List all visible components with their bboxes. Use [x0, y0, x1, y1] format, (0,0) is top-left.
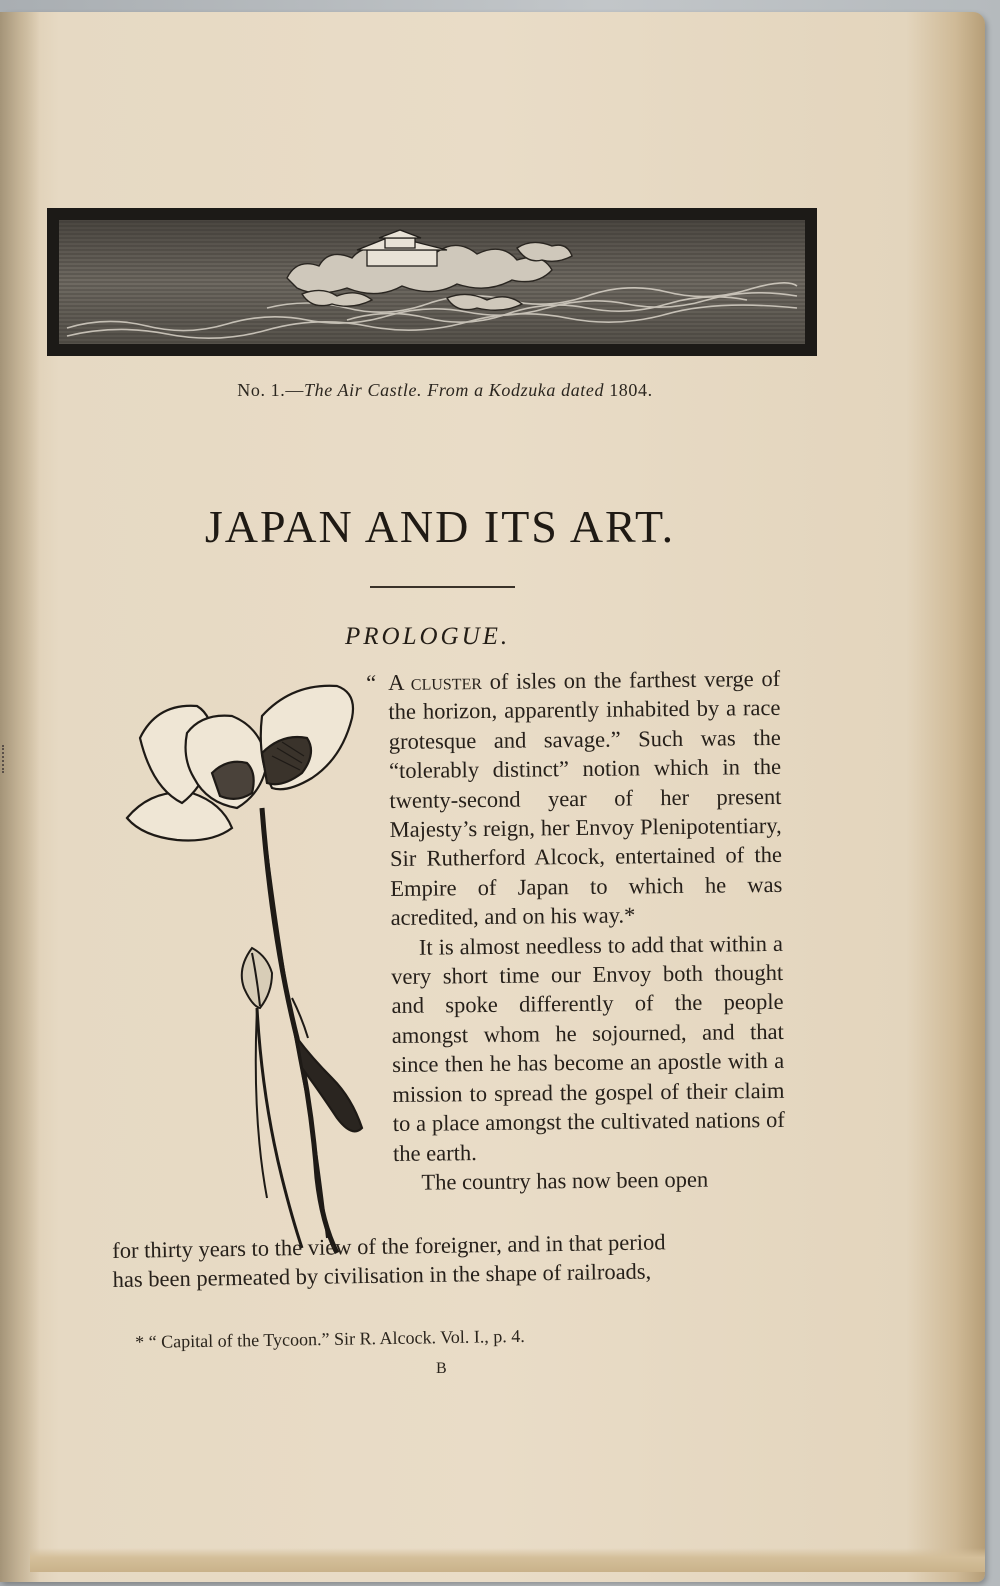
section-subtitle: PROLOGUE. — [345, 623, 511, 650]
title-rule — [370, 586, 515, 588]
paragraph-1-text: of isles on the farthest verge of the horizon, apparently inhabited by a race grotesque and savage.” Such was the “tolerably distinct” notion which in the twenty-second year of her present Majesty’s reign, her Envoy Plenipotentiary, Sir Rutherford Alcock, entertained of the Empire of Japan to which he was acredited, and on his way.* — [388, 665, 783, 931]
caption-italic: The Air Castle. From a Kodzuka dated — [303, 380, 605, 400]
caption-prefix: No. 1.— — [237, 380, 304, 400]
paragraph-3-line-2: for thirty years to the view of the foreigner, and in that period — [112, 1229, 666, 1263]
paragraph-3-line-1: The country has now been open — [421, 1166, 709, 1195]
lotus-illustration — [112, 678, 387, 1263]
page-title: JAPAN AND ITS ART. — [204, 501, 676, 552]
prologue-column — [366, 664, 786, 1197]
paragraph-2: It is almost needless to add that within a very short time our Envoy both thought and spoke differently of the people amongst whom he sojourned, and that since then he has become an apostle with a mission to spread the gospel of their claim to a place amongst the cultivated nations of the earth. — [391, 930, 785, 1166]
paragraph-1 — [366, 664, 783, 933]
caption-year: 1804. — [609, 380, 653, 400]
smallcaps-lead: A cluster — [388, 669, 483, 695]
full-width-text — [112, 1226, 781, 1295]
footnote: * “ Capital of the Tycoon.” Sir R. Alcock. Vol. I., p. 4. — [135, 1325, 525, 1352]
air-castle-illustration — [47, 208, 817, 356]
open-quote: “ — [366, 670, 377, 696]
signature-mark: B — [436, 1360, 447, 1377]
figure-caption — [60, 380, 830, 401]
paragraph-3-line-3: has been permeated by civilisation in the shape of railroads, — [112, 1258, 652, 1293]
